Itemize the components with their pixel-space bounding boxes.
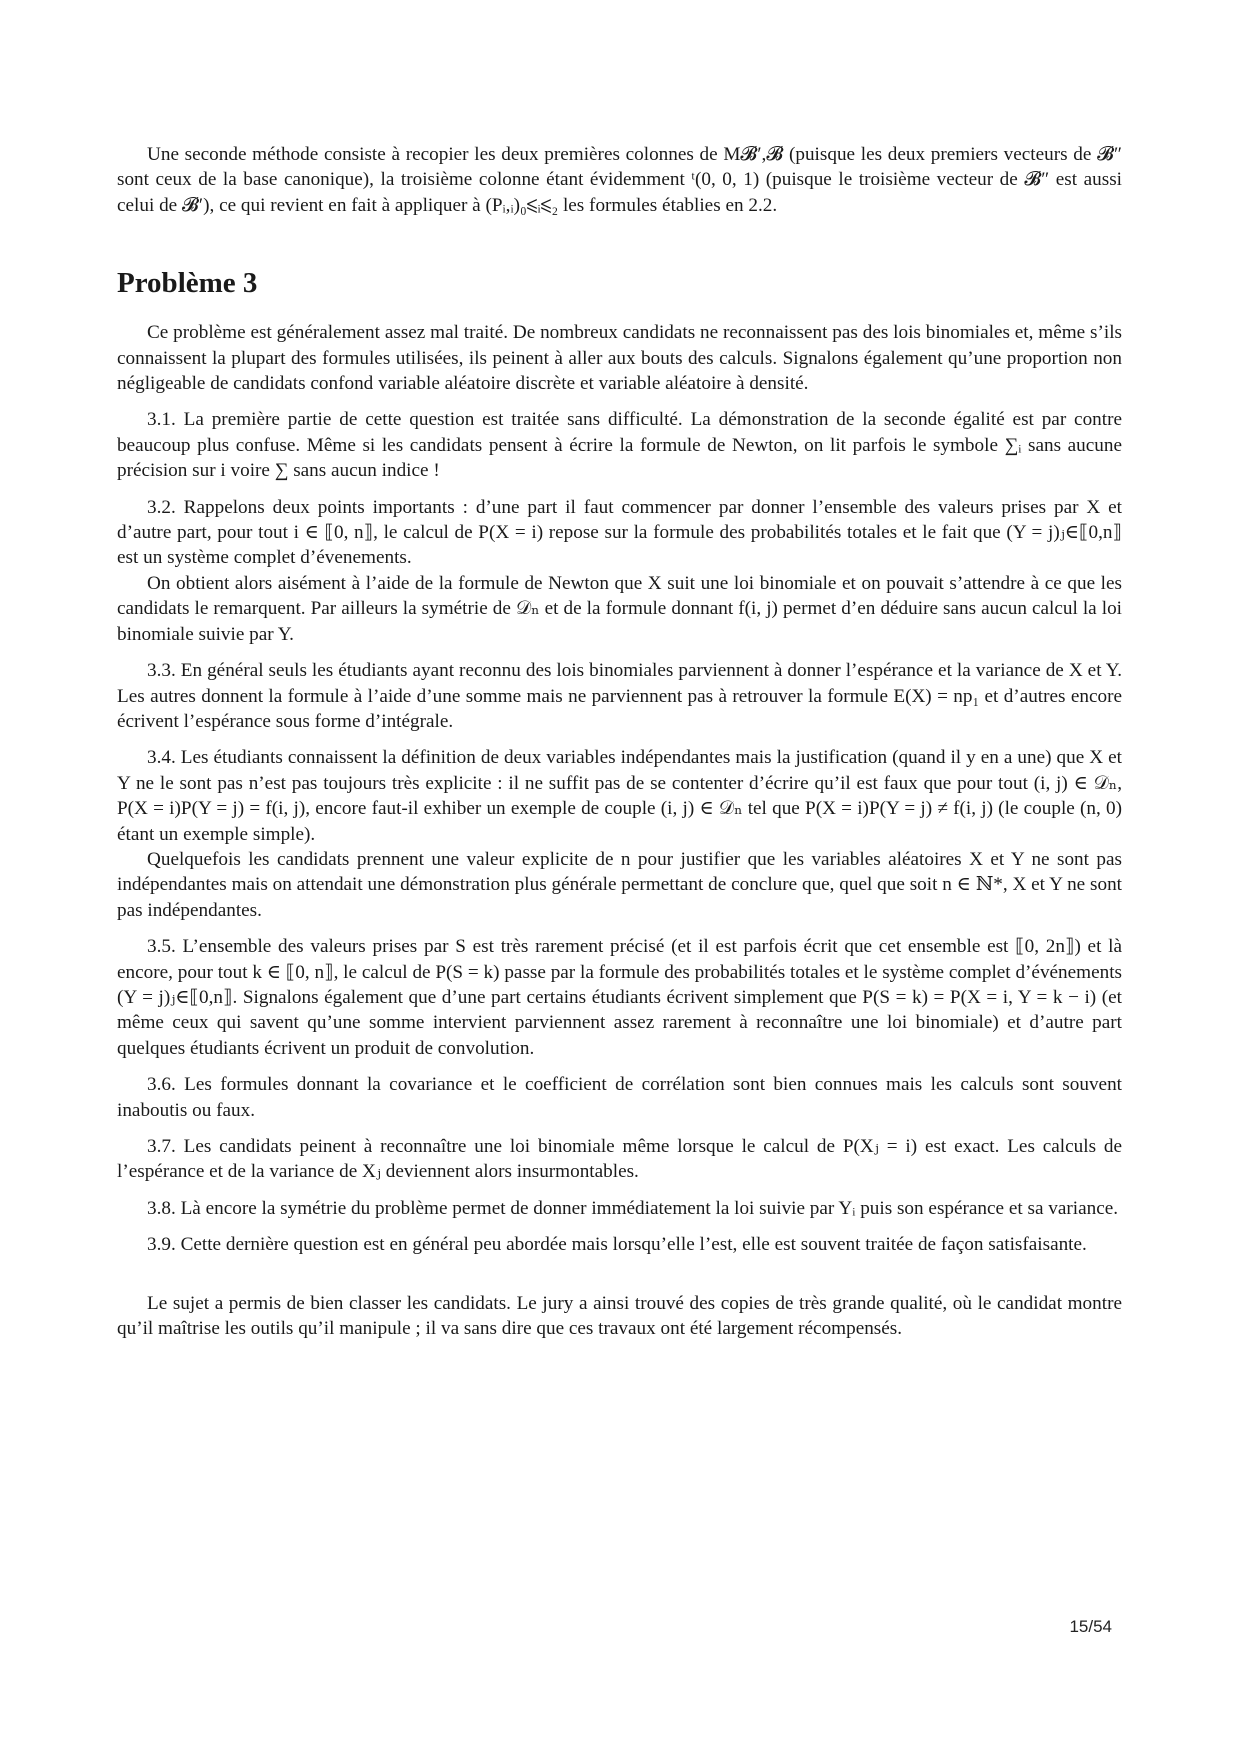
question-3-5-paragraph: 3.5. L’ensemble des valeurs prises par S est très rarement précisé (et il est parfois écrit que cet ensemble est ⟦0, 2n⟧) et là encore, pour tout k ∈ ⟦0, n⟧, le calcul de P(S = k) passe par la formule des probabilités totales et le système complet d’événements (Y = j)ⱼ∈⟦0,n⟧. Signalons également que d’une part certains étudiants écrivent simplement que P(S = k) = P(X = i, Y = k − i) (et même ceux qui savent qu’une somme intervient parviennent assez rarement à reconnaître une loi binomiale) et d’autre part quelques étudiants écrivent un produit de convolution. [117,936,1122,1059]
question-3-2-continuation: On obtient alors aisément à l’aide de la formule de Newton que X suit une loi binomiale et on pouvait s’attendre à ce que les candidats le remarquent. Par ailleurs la symétrie de 𝒟ₙ et de la formule donnant f(i, j) permet d’en déduire sans aucun calcul la loi binomiale suivie par Y. [117,572,1122,645]
question-3-3-paragraph: 3.3. En général seuls les étudiants ayant reconnu des lois binomiales parviennent à donner l’espérance et la variance de X et Y. Les autres donnent la formule à l’aide d’une somme mais ne parviennent pas à retrouver la formule E(X) = np₁ et d’autres encore écrivent l’espérance sous forme d’intégrale. [117,660,1122,732]
intro-paragraph: Une seconde méthode consiste à recopier les deux premières colonnes de M𝓑′,𝓑 (puisque les deux premiers vecteurs de 𝓑″ sont ceux de la base canonique), la troisième colonne étant évidemment ᵗ(0, 0, 1) (puisque le troisième vecteur de 𝓑″ est aussi celui de 𝓑′), ce qui revient en fait à appliquer à (Pᵢ,ᵢ)₀⩽ᵢ⩽₂ les formules établies en 2.2. [117,144,1122,216]
section-heading: Problème 3 [117,267,258,300]
question-3-8-paragraph: 3.8. Là encore la symétrie du problème permet de donner immédiatement la loi suivie par Yᵢ puis son espérance et sa variance. [147,1197,1119,1219]
page-number: 15/54 [1069,1617,1112,1636]
question-3-4-continuation: Quelquefois les candidats prennent une valeur explicite de n pour justifier que les variables aléatoires X et Y ne sont pas indépendantes mais on attendait une démonstration plus générale permettant de conclure que, quel que soit n ∈ ℕ*, X et Y ne sont pas indépendantes. [117,848,1122,921]
question-3-1-paragraph: 3.1. La première partie de cette question est traitée sans difficulté. La démonstration de la seconde égalité est par contre beaucoup plus confuse. Même si les candidats pensent à écrire la formule de Newton, on lit parfois le symbole ∑ᵢ sans aucune précision sur i voire ∑ sans aucun indice ! [117,409,1122,482]
question-3-7-paragraph: 3.7. Les candidats peinent à reconnaître une loi binomiale même lorsque le calcul de P(Xⱼ = i) est exact. Les calculs de l’espérance et de la variance de Xⱼ deviennent alors insurmontables. [117,1136,1122,1183]
question-3-6-paragraph: 3.6. Les formules donnant la covariance et le coefficient de corrélation sont bien connues mais les calculs sont souvent inaboutis ou faux. [117,1074,1122,1121]
conclusion-paragraph: Le sujet a permis de bien classer les candidats. Le jury a ainsi trouvé des copies de très grande qualité, où le candidat montre qu’il maîtrise les outils qu’il manipule ; il va sans dire que ces travaux ont été largement récompensés. [117,1292,1122,1340]
problem-intro-paragraph: Ce problème est généralement assez mal traité. De nombreux candidats ne reconnaissent pas des lois binomiales et, même s’ils connaissent la plupart des formules utilisées, ils peinent à aller aux bouts des calculs. Signalons également qu’une proportion non négligeable de candidats confond variable aléatoire discrète et variable aléatoire à densité. [117,322,1122,395]
page-body [117,142,1122,1341]
question-3-9-paragraph: 3.9. Cette dernière question est en général peu abordée mais lorsqu’elle l’est, elle est souvent traitée de façon satisfaisante. [147,1234,1087,1256]
question-3-2-paragraph: 3.2. Rappelons deux points importants : d’une part il faut commencer par donner l’ensemble des valeurs prises par X et d’autre part, pour tout i ∈ ⟦0, n⟧, le calcul de P(X = i) repose sur la formule des probabilités totales et le fait que (Y = j)ⱼ∈⟦0,n⟧ est un système complet d’évenements. [117,496,1122,569]
question-3-4-paragraph: 3.4. Les étudiants connaissent la définition de deux variables indépendantes mais la justification (quand il y en a une) que X et Y ne le sont pas n’est pas toujours très explicite : il ne suffit pas de se contenter d’écrire qu’il est faux que pour tout (i, j) ∈ 𝒟ₙ, P(X = i)P(Y = j) = f(i, j), encore faut-il exhiber un exemple de couple (i, j) ∈ 𝒟ₙ tel que P(X = i)P(Y = j) ≠ f(i, j) (le couple (n, 0) étant un exemple simple). [117,747,1122,845]
